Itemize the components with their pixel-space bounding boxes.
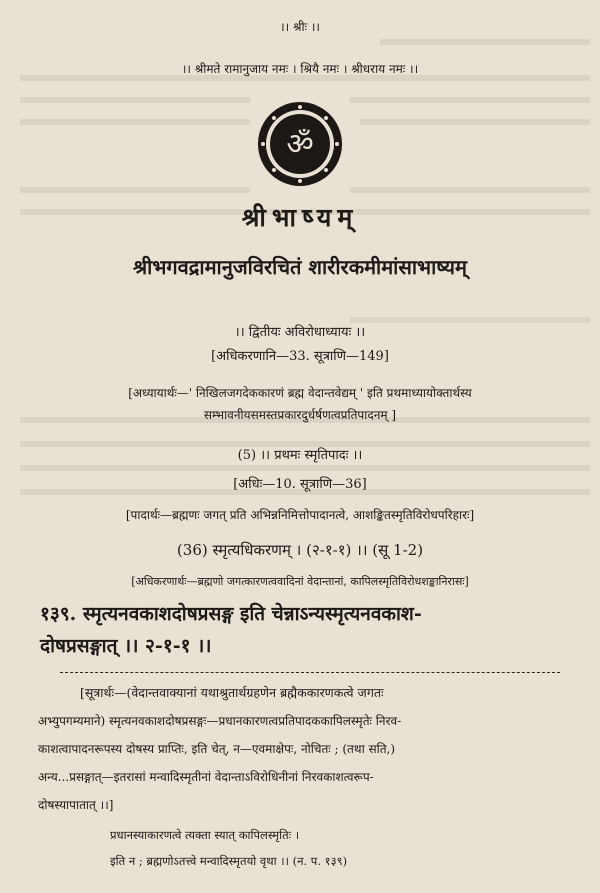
om-symbol: ॐ: [286, 127, 314, 162]
chapter-heading: ।। द्वितीयः अविरोधाध्यायः ।।: [234, 325, 366, 340]
chapter-meaning-line-2: सम्भावनीयसमस्तप्रकारदुर्धर्षणत्वप्रतिपादनम् ]: [203, 408, 397, 422]
invocation: ।। श्रीः ।।: [280, 20, 320, 34]
commentary-line-4: अन्य...प्रसङ्गात्—इतरासां मन्वादिस्मृतीनां वेदान्ताऽविरोधिनीनां निरवकाशत्वरूप-: [38, 770, 374, 784]
chapter-meaning-line-1: [अध्यायार्थः—' निखिलजगदेककारणं ब्रह्म वेदान्तवेद्यम् ' इति प्रथमाध्यायोक्तार्थस्य: [128, 386, 472, 400]
salutation-line: ।। श्रीमते रामानुजाय नमः । श्रियै नमः । श्रीधराय नमः ।।: [181, 62, 419, 76]
pada-heading: (5) ।। प्रथमः स्मृतिपादः ।।: [237, 448, 363, 463]
commentary-line-5: दोषस्यापातात् ।।]: [38, 798, 114, 812]
pada-stats: [अधिः—10. सूत्राणि—36]: [233, 477, 367, 492]
page-subtitle: श्रीभगवद्रामानुजविरचितं शारीरकमीमांसाभाष्यम्: [133, 255, 467, 279]
page-title: श्रीभाष्यम्: [241, 203, 359, 232]
adhikarana-heading: (36) स्मृत्यधिकरणम् । (२-१-१) ।। (सू 1-2): [176, 541, 424, 559]
sutra-line-2: दोषप्रसङ्गात् ।। २-१-१ ।।: [40, 635, 212, 657]
pada-meaning: [पादार्थः—ब्रह्मणः जगत् प्रति अभिन्ननिमित्तोपादानत्वे, आशङ्कितस्मृतिविरोधपरिहारः]: [125, 508, 475, 522]
commentary-line-2: अभ्युपगम्यमाने) स्मृत्यनवकाशदोषप्रसङ्गः—प्रधानकारणत्वप्रतिपादककापिलस्मृतेः निरव-: [38, 714, 402, 728]
adhikarana-meaning: [अधिकरणार्थः—ब्रह्मणो जगत्कारणत्ववादिनां वेदान्तानां, कापिलस्मृतिविरोधशङ्कानिरासः]: [131, 575, 469, 588]
commentary-line-1: [सूत्रार्थः—(वेदान्तवाक्यानां यथाश्रुतार्थग्रहणेन ब्रह्मैककारणकत्वे जगतः: [80, 685, 384, 700]
om-emblem-icon: [256, 100, 344, 188]
commentary-line-3: काशत्वापादनरूपस्य दोषस्य प्राप्तिः, इति चेत्, न—एवमाक्षेपः, नोचितः ; (तथा सति,): [38, 742, 396, 756]
footer-verse-line-1: प्रधानस्याकारणत्वे त्यक्ता स्यात् कापिलस्मृतिः ।: [110, 828, 300, 842]
divider: [60, 672, 560, 673]
sutra-line-1: १३९. स्मृत्यनवकाशदोषप्रसङ्ग इति चेन्नाऽन्यस्मृत्यनवकाश-: [40, 603, 422, 625]
footer-verse-line-2: इति न ; ब्रह्मणोऽतत्त्वे मन्वादिस्मृतयो वृथा ।। (न. प. १३९): [110, 854, 348, 868]
chapter-stats: [अधिकरणानि—33. सूत्राणि—149]: [211, 349, 389, 364]
